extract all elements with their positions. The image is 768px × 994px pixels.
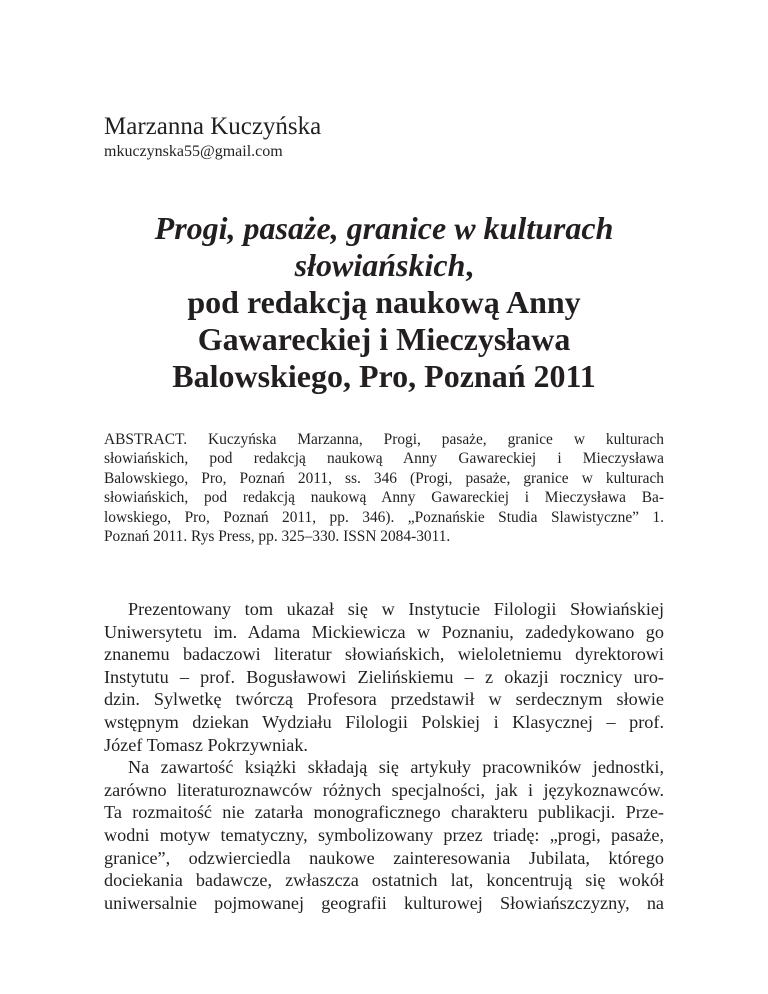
title-line: Progi, pasaże, granice w kulturach <box>154 210 614 246</box>
title-line: słowiańskich, <box>294 247 474 283</box>
body-line: Instytutu – prof. Bogusławowi Zielińskiemu – z okazji rocznicy uro- <box>104 666 664 687</box>
abstract-line: słowiańskich, pod redakcją naukową Anny Gawareckiej i Mieczysława Ba- <box>104 489 664 507</box>
body-text <box>104 598 664 914</box>
title-line: Balowskiego, Pro, Poznań 2011 <box>172 358 596 394</box>
article-title <box>104 210 664 395</box>
body-line: zarówno literaturoznawców różnych specjalności, jak i językoznawców. <box>104 779 664 800</box>
body-line: uniwersalnie pojmowanej geografii kulturowej Słowiańszczyzny, na <box>104 892 664 913</box>
body-line: dzin. Sylwetkę twórczą Profesora przedstawił w serdecznym słowie <box>104 689 664 710</box>
author-email: mkuczynska55@gmail.com <box>104 143 283 160</box>
body-line: Na zawartość książki składają się artykuły pracowników jednostki, <box>128 757 664 778</box>
abstract-line: słowiańskich, pod redakcją naukową Anny Gawareckiej i Mieczysława <box>104 450 664 468</box>
title-line: Gawareckiej i Mieczysława <box>197 321 571 357</box>
body-line: Prezentowany tom ukazał się w Instytucie Filologii Słowiańskiej <box>128 599 664 619</box>
author-name: Marzanna Kuczyńska <box>104 113 322 140</box>
abstract-line: Balowskiego, Pro, Poznań 2011, ss. 346 (Progi, pasaże, granice w kulturach <box>104 469 664 487</box>
body-line: granice”, odzwierciedla naukowe zainteresowania Jubilata, którego <box>104 847 664 868</box>
body-line: znanemu badaczowi literatur słowiańskich, wieloletniemu dyrektorowi <box>104 644 664 665</box>
body-line: wstępnym dziekan Wydziału Filologii Polskiej i Klasycznej – prof. <box>104 711 664 732</box>
body-line: wodni motyw tematyczny, symbolizowany przez triadę: „progi, pasaże, <box>104 824 664 845</box>
body-line: Józef Tomasz Pokrzywniak. <box>104 734 308 755</box>
abstract-line: ABSTRACT. Kuczyńska Marzanna, Progi, pasaże, granice w kulturach <box>104 431 664 448</box>
body-line: dociekania badawcze, zwłaszcza ostatnich lat, koncentrują się wokół <box>104 870 664 891</box>
abstract-line: Poznań 2011. Rys Press, pp. 325–330. ISSN 2084-3011. <box>104 527 451 545</box>
body-line: Uniwersytetu im. Adama Mickiewicza w Poznaniu, zadedykowano go <box>104 621 664 642</box>
title-line: pod redakcją naukową Anny <box>187 284 581 320</box>
body-line: Ta rozmaitość nie zatarła monograficznego charakteru publikacji. Prze- <box>104 802 664 823</box>
abstract-line: lowskiego, Pro, Poznań 2011, pp. 346). „Poznańskie Studia Slawistyczne” 1. <box>104 508 664 526</box>
abstract <box>104 430 664 546</box>
